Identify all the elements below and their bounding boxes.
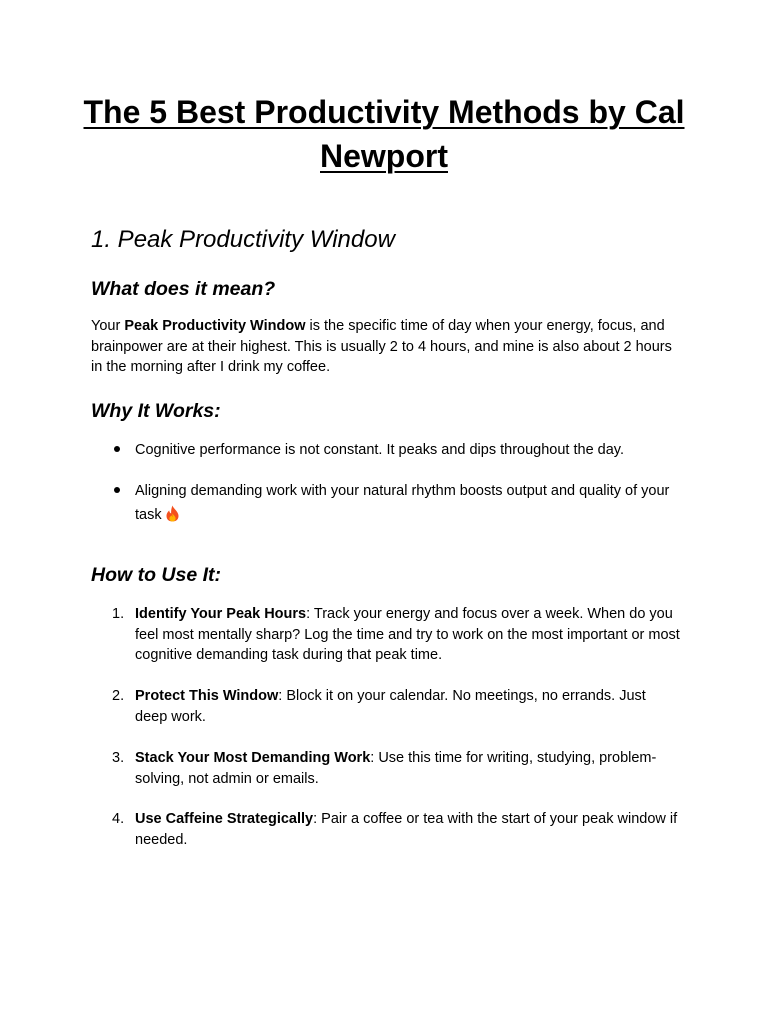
bullet-text (135, 481, 681, 525)
step-title: Stack Your Most Demanding Work (135, 750, 371, 766)
intro-prefix: Your (91, 318, 125, 334)
list-number: 3. (112, 750, 125, 766)
intro-bold-term: Peak Productivity Window (124, 318, 306, 334)
intro-rest: is the specific time of day when your energy, focus, and brainpower are at their highest. This is usually 2 to 4 hours, and mine is also about 2 hours in the morning after I drink my coffee. (91, 318, 672, 375)
bullet-marker (112, 481, 132, 502)
step-title: Use Caffeine Strategically (135, 811, 314, 827)
list-number: 1. (112, 606, 125, 622)
step-description: : Track your energy and focus over a week. When do you feel most mentally sharp? Log the time and try to work on the most important or most cognitive demanding task during that peak time. (135, 606, 680, 663)
intro-paragraph (91, 316, 681, 378)
step-title: Protect This Window (135, 688, 279, 704)
list-item-text (135, 686, 681, 727)
subheading-why: Why It Works: (91, 400, 221, 422)
list-number: 2. (112, 688, 125, 704)
fire-icon (166, 505, 179, 522)
list-number: 4. (112, 811, 125, 827)
list-item-text (135, 809, 681, 850)
bullet-text-content: Aligning demanding work with your natural rhythm boosts output and quality of your task (135, 483, 670, 523)
bullet-marker (112, 440, 132, 461)
list-item-text (135, 748, 681, 789)
section-heading: 1. Peak Productivity Window (91, 226, 395, 253)
document-title: The 5 Best Productivity Methods by Cal Newport (83, 94, 685, 174)
list-item-text (135, 604, 681, 666)
step-description: : Block it on your calendar. No meetings, no errands. Just deep work. (135, 688, 646, 725)
subheading-how: How to Use It: (91, 564, 221, 586)
step-title: Identify Your Peak Hours (135, 606, 307, 622)
step-description: : Pair a coffee or tea with the start of your peak window if needed. (135, 811, 678, 848)
step-description: : Use this time for writing, studying, problem-solving, not admin or emails. (135, 750, 657, 787)
subheading-meaning: What does it mean? (91, 278, 276, 300)
bullet-text: Cognitive performance is not constant. It peaks and dips throughout the day. (135, 442, 624, 458)
